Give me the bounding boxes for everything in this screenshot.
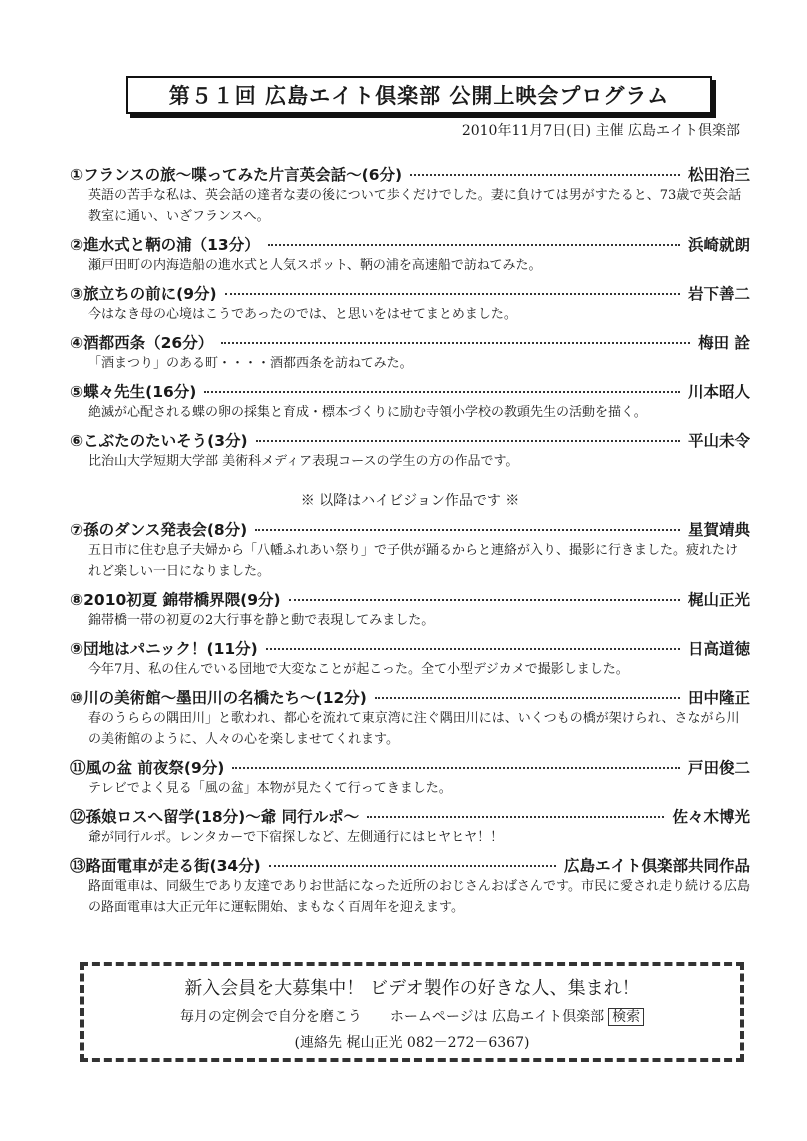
program-item-author: 平山未令	[687, 431, 750, 450]
program-item-title: ①フランスの旅～喋ってみた片言英会話～(6分)	[70, 165, 403, 184]
dotted-leader	[269, 865, 556, 867]
program-item-title: ⑪風の盆 前夜祭(9分)	[70, 758, 225, 777]
program-item	[70, 853, 750, 918]
program-item-description: 路面電車は、同級生であり友達でありお世話になった近所のおじさんおばさんです。市民に愛され走り続ける広島の路面電車は大正元年に運転開始、まもなく百周年を迎えます。	[88, 879, 750, 915]
search-button[interactable]: 検索	[608, 1008, 644, 1026]
program-item-head	[70, 685, 750, 708]
program-item	[70, 232, 750, 276]
program-item-head	[70, 636, 750, 659]
program-item-head	[70, 755, 750, 778]
program-item-title: ②進水式と鞆の浦（13分）	[70, 235, 260, 254]
program-item-head	[70, 281, 750, 304]
dotted-leader	[410, 174, 680, 176]
program-item-description: 瀬戸田町の内海造船の進水式と人気スポット、鞆の浦を高速船で訪ねてみた。	[88, 258, 542, 273]
program-item-author: 日高道徳	[687, 639, 750, 658]
dotted-leader	[221, 342, 690, 344]
program-item-head	[70, 587, 750, 610]
hivision-note: ※ 以降はハイビジョン作品です ※	[300, 493, 520, 509]
program-item-author: 松田治三	[687, 165, 750, 184]
program-item-description: 「酒まつり」のある町・・・・酒都西条を訪ねてみた。	[88, 356, 413, 371]
dotted-leader	[375, 697, 680, 699]
program-item-head	[70, 162, 750, 185]
program-item	[70, 330, 750, 374]
program-item-author: 岩下善二	[687, 284, 750, 303]
program-item	[70, 281, 750, 325]
program-item-author: 佐々木博光	[672, 807, 750, 826]
program-item-description: 今年7月、私の住んでいる団地で大変なことが起こった。全て小型デジカメで撮影しました。	[88, 662, 629, 677]
dotted-leader	[232, 767, 680, 769]
program-item-head	[70, 330, 750, 353]
program-item-author: 梅田 詮	[698, 333, 750, 352]
program-item-author: 浜崎就朗	[687, 235, 750, 254]
program-item-head	[70, 428, 750, 451]
program-item-description: 絶滅が心配される蝶の卵の採集と育成・標本づくりに励む寺領小学校の教頭先生の活動を描く。	[88, 405, 647, 420]
program-item	[70, 517, 750, 582]
program-item-head	[70, 853, 750, 876]
program-item-title: ⑬路面電車が走る街(34分)	[70, 856, 261, 875]
program-item	[70, 636, 750, 680]
program-item-title: ⑤蝶々先生(16分)	[70, 382, 197, 401]
program-item-head	[70, 379, 750, 402]
program-item-head	[70, 232, 750, 255]
program-item	[70, 685, 750, 750]
program-item-title: ⑧2010初夏 錦帯橋界隈(9分)	[70, 590, 281, 609]
dotted-leader	[256, 440, 680, 442]
dotted-leader	[289, 599, 680, 601]
program-item-description: 今はなき母の心境はこうであったのでは、と思いをはせてまとめました。	[88, 307, 517, 322]
dotted-leader	[367, 816, 664, 818]
program-item-head	[70, 804, 750, 827]
program-list	[70, 162, 750, 923]
program-item-title: ⑥こぶたのたいそう(3分)	[70, 431, 248, 450]
program-item-description: 春のうららの隅田川」と歌われ、都心を流れて東京湾に注ぐ隅田川には、いくつもの橋が架けられ、さながら川の美術館のように、人々の心を楽しませてくれます。	[88, 711, 740, 747]
program-item-author: 広島エイト倶楽部共同作品	[563, 856, 750, 875]
program-item-description: 錦帯橋一帯の初夏の2大行事を静と動で表現してみました。	[88, 613, 435, 628]
dotted-leader	[266, 648, 680, 650]
program-item-author: 梶山正光	[687, 590, 750, 609]
program-item-author: 田中隆正	[687, 688, 750, 707]
recruit-box	[80, 962, 744, 1062]
page-title: 第５１回 広島エイト倶楽部 公開上映会プログラム	[126, 76, 712, 114]
program-item-title: ⑦孫のダンス発表会(8分)	[70, 520, 248, 539]
dotted-leader	[255, 529, 680, 531]
dotted-leader	[268, 244, 680, 246]
program-item-head	[70, 517, 750, 540]
program-item-description: 五日市に住む息子夫婦から「八幡ふれあい祭り」で子供が踊るからと連絡が入り、撮影に行きました。疲れたけれど楽しい一日になりました。	[88, 543, 739, 579]
program-item-author: 川本昭人	[687, 382, 750, 401]
program-item	[70, 428, 750, 472]
program-item-description: 英語の苦手な私は、英会話の達者な妻の後について歩くだけでした。妻に負けては男がすたると、73歳で英会話教室に通い、いざフランスへ。	[88, 188, 742, 224]
program-item-author: 戸田俊二	[687, 758, 750, 777]
program-item	[70, 755, 750, 799]
program-item-title: ③旅立ちの前に(9分)	[70, 284, 217, 303]
recruit-homepage-line	[84, 1006, 740, 1026]
dotted-leader	[204, 391, 680, 393]
recruit-contact: (連絡先 梶山正光 082－272－6367)	[294, 1035, 530, 1051]
event-date-organizer: 2010年11月7日(日) 主催 広島エイト倶楽部	[461, 123, 740, 139]
program-item	[70, 587, 750, 631]
program-item-title: ⑨団地はパニック！(11分)	[70, 639, 258, 658]
program-item-description: 比治山大学短期大学部 美術科メディア表現コースの学生の方の作品です。	[88, 454, 519, 469]
program-item-description: 爺が同行ルポ。レンタカーで下宿探しなど、左側通行にはヒヤヒヤ！！	[88, 830, 504, 845]
program-item	[70, 379, 750, 423]
program-item-title: ⑫孫娘ロスへ留学(18分)～爺 同行ルポ～	[70, 807, 360, 826]
dotted-leader	[225, 293, 680, 295]
recruit-headline: 新入会員を大募集中！ ビデオ製作の好きな人、集まれ！	[184, 978, 640, 999]
program-item-author: 星賀靖典	[687, 520, 750, 539]
program-item	[70, 804, 750, 848]
program-item	[70, 162, 750, 227]
recruit-sub-text: 毎月の定例会で自分を磨こう ホームページは 広島エイト倶楽部	[179, 1009, 605, 1025]
program-item-title: ⑩川の美術館～墨田川の名橋たち～(12分)	[70, 688, 367, 707]
program-item-title: ④酒都西条（26分）	[70, 333, 214, 352]
program-item-description: テレビでよく見る「風の盆」本物が見たくて行ってきました。	[88, 781, 452, 796]
